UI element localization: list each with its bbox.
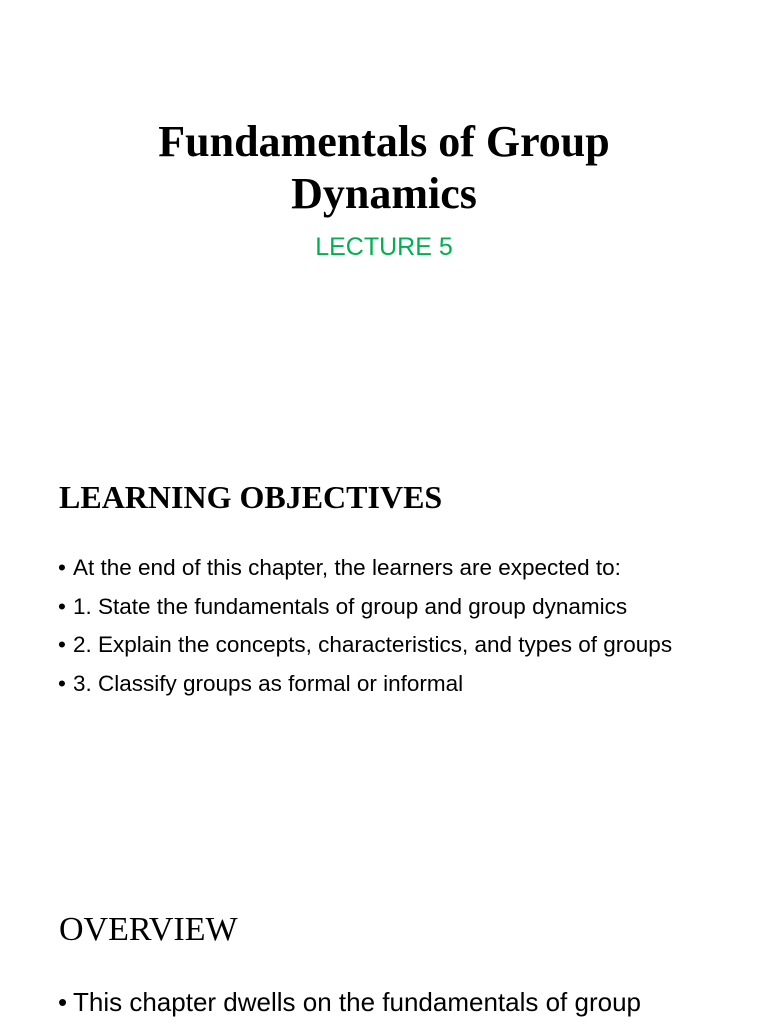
slide-title-line-2: Dynamics [291,169,477,218]
overview-heading: OVERVIEW [59,911,238,948]
list-item-text: 2. Explain the concepts, characteristics, and types of groups [73,632,673,657]
learning-objectives-heading: LEARNING OBJECTIVES [59,479,443,515]
bullet-icon: • [58,593,66,619]
bullet-icon: • [58,555,66,580]
list-item-text: 3. Classify groups as formal or informal [73,670,464,696]
list-item-text: 1. State the fundamentals of group and group dynamics [73,593,628,619]
overview-list [58,986,748,1018]
list-item [58,986,748,1018]
bullet-icon: • [58,670,66,696]
bullet-icon: • [58,632,66,657]
list-item-text: At the end of this chapter, the learners are expected to: [73,555,621,580]
list-item-text: This chapter dwells on the fundamentals of group [73,987,642,1017]
bullet-icon: • [58,987,68,1017]
slide-subtitle: LECTURE 5 [315,233,453,261]
slide-title-line-1: Fundamentals of Group [158,117,610,166]
